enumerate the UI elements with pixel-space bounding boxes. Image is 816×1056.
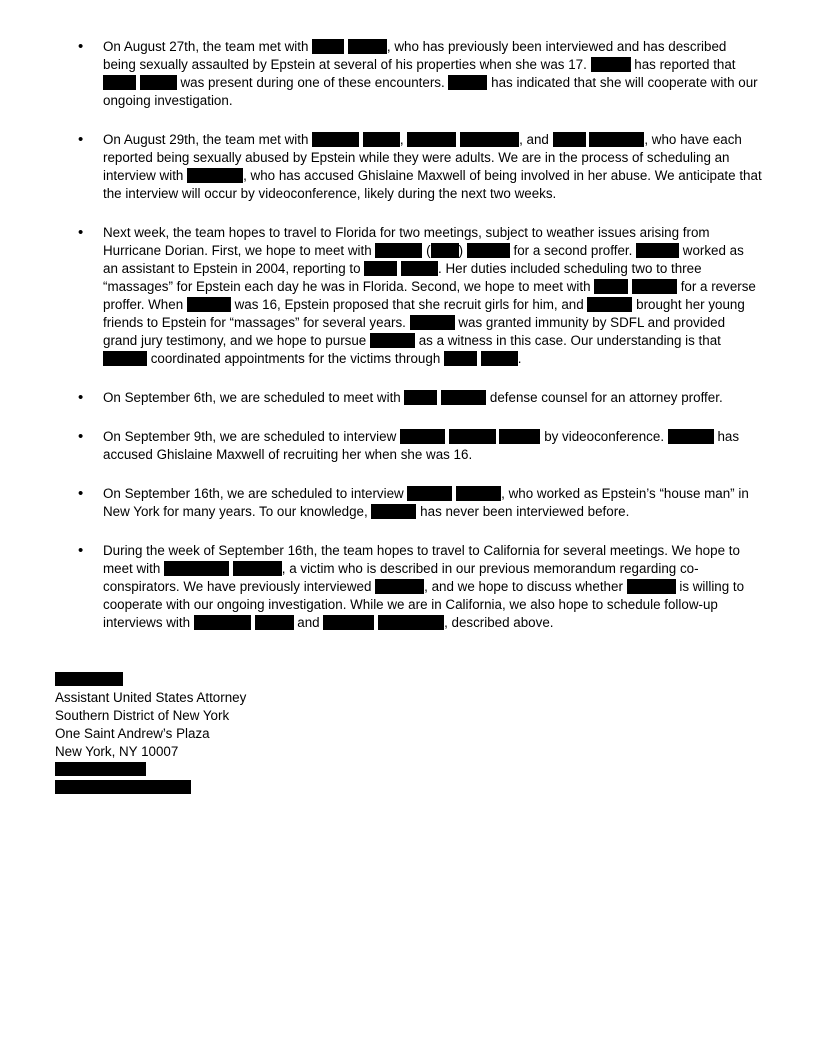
redaction-box xyxy=(312,132,359,147)
redaction-box xyxy=(55,672,123,686)
text-segment: as a witness in this case. Our understanding is that xyxy=(414,333,721,348)
text-segment: . xyxy=(517,351,522,366)
text-segment: has accused Ghislaine Maxwell of recruiting her when she was 16. xyxy=(103,429,740,462)
redaction-box xyxy=(103,75,136,90)
redaction-box xyxy=(348,39,387,54)
redaction-box xyxy=(410,315,455,330)
redaction-box xyxy=(187,168,243,183)
redaction-box xyxy=(499,429,540,444)
bullet-item xyxy=(78,38,762,110)
redaction-box xyxy=(460,132,519,147)
redaction-box xyxy=(404,390,437,405)
text-segment: ) xyxy=(458,243,467,258)
text-segment: , who have each reported being sexually abused by Epstein while they were adults. We are in the process of scheduling an interview with xyxy=(103,132,742,183)
text-segment: , who worked as Epstein’s “house man” in New York for many years. To our knowledge, xyxy=(103,486,749,519)
redaction-box xyxy=(400,429,445,444)
text-segment: by videoconference. xyxy=(540,429,668,444)
bullet-list xyxy=(78,38,762,653)
text-segment: On August 29th, the team met with xyxy=(103,132,313,147)
text-segment: Southern District of New York xyxy=(55,708,230,723)
redaction-box xyxy=(589,132,644,147)
bullet-item xyxy=(78,389,762,407)
text-segment: was granted immunity by SDFL and provided grand jury testimony, and we hope to pursue xyxy=(103,315,726,348)
redaction-box xyxy=(587,297,632,312)
redaction-box xyxy=(456,486,501,501)
redaction-box xyxy=(364,261,397,276)
redaction-box xyxy=(632,279,677,294)
redaction-box xyxy=(323,615,374,630)
bullet-item xyxy=(78,542,762,632)
redaction-box xyxy=(255,615,294,630)
redaction-box xyxy=(594,279,628,294)
text-segment: New York, NY 10007 xyxy=(55,744,179,759)
redaction-box xyxy=(449,429,496,444)
text-segment: defense counsel for an attorney proffer. xyxy=(486,390,723,405)
text-segment: Next week, the team hopes to travel to Florida for two meetings, subject to weather issues arising from Hurricane Dorian. First, we hope to meet with xyxy=(103,225,710,258)
redaction-box xyxy=(55,780,191,794)
redaction-box xyxy=(627,579,676,594)
text-segment: During the week of September 16th, the team hopes to travel to California for several meetings. We hope to meet with xyxy=(103,543,740,576)
signature-line xyxy=(55,689,455,707)
redaction-box xyxy=(103,351,147,366)
redaction-box xyxy=(164,561,229,576)
text-segment: for a second proffer. xyxy=(509,243,637,258)
text-segment: Assistant United States Attorney xyxy=(55,690,247,705)
text-segment: for a reverse proffer. When xyxy=(103,279,756,312)
text-segment: , and xyxy=(519,132,553,147)
text-segment: has indicated that she will cooperate with our ongoing investigation. xyxy=(103,75,758,108)
text-segment: ( xyxy=(422,243,431,258)
text-segment: has reported that xyxy=(630,57,736,72)
signature-block xyxy=(55,671,455,797)
redaction-box xyxy=(194,615,251,630)
bullet-item xyxy=(78,131,762,203)
redaction-box xyxy=(370,333,415,348)
signature-line xyxy=(55,761,455,779)
redaction-box xyxy=(375,579,424,594)
text-segment: On September 9th, we are scheduled to interview xyxy=(103,429,400,444)
redaction-box xyxy=(407,486,452,501)
text-segment: worked as an assistant to Epstein in 2004, reporting to xyxy=(103,243,744,276)
text-segment: is willing to cooperate with our ongoing investigation. While we are in California, we also hope to schedule follow-up interviews with xyxy=(103,579,745,630)
redaction-box xyxy=(668,429,714,444)
redaction-box xyxy=(378,615,444,630)
redaction-box xyxy=(407,132,456,147)
text-segment: , xyxy=(399,132,408,147)
bullet-item xyxy=(78,428,762,464)
bullet-item xyxy=(78,224,762,368)
text-segment: , and we hope to discuss whether xyxy=(424,579,627,594)
redaction-box xyxy=(140,75,177,90)
redaction-box xyxy=(553,132,586,147)
text-segment: brought her young friends to Epstein for “massages” for several years. xyxy=(103,297,745,330)
text-segment: On September 6th, we are scheduled to meet with xyxy=(103,390,405,405)
redaction-box xyxy=(371,504,416,519)
redaction-box xyxy=(441,390,486,405)
text-segment: On September 16th, we are scheduled to interview xyxy=(103,486,408,501)
redaction-box xyxy=(467,243,510,258)
text-segment: , who has previously been interviewed and has described being sexually assaulted by Epstein at several of his properties when she was 17. xyxy=(103,39,727,72)
text-segment: . Her duties included scheduling two to three “massages” for Epstein each day he was in Florida. Second, we hope to meet with xyxy=(103,261,702,294)
redaction-box xyxy=(312,39,344,54)
redaction-box xyxy=(636,243,679,258)
text-segment: , described above. xyxy=(444,615,554,630)
signature-line xyxy=(55,671,455,689)
signature-line xyxy=(55,707,455,725)
text-segment: and xyxy=(293,615,324,630)
text-segment: has never been interviewed before. xyxy=(416,504,630,519)
redaction-box xyxy=(401,261,438,276)
signature-line xyxy=(55,743,455,761)
redaction-box xyxy=(591,57,631,72)
redaction-box xyxy=(55,762,146,776)
text-segment: On August 27th, the team met with xyxy=(103,39,313,54)
text-segment: , a victim who is described in our previous memorandum regarding co-conspirators. We have previously interviewed xyxy=(103,561,699,594)
signature-line xyxy=(55,779,455,797)
redaction-box xyxy=(481,351,518,366)
redaction-box xyxy=(375,243,422,258)
text-segment: was 16, Epstein proposed that she recruit girls for him, and xyxy=(230,297,588,312)
text-segment: , who has accused Ghislaine Maxwell of being involved in her abuse. We anticipate that the interview will occur by videoconference, likely during the next two weeks. xyxy=(103,168,762,201)
redaction-box xyxy=(233,561,282,576)
text-segment: coordinated appointments for the victims through xyxy=(147,351,444,366)
redaction-box xyxy=(448,75,487,90)
redaction-box xyxy=(444,351,477,366)
text-segment: was present during one of these encounters. xyxy=(176,75,449,90)
bullet-item xyxy=(78,485,762,521)
text-segment: One Saint Andrew’s Plaza xyxy=(55,726,210,741)
redaction-box xyxy=(187,297,231,312)
signature-line xyxy=(55,725,455,743)
redaction-box xyxy=(431,243,459,258)
redaction-box xyxy=(363,132,400,147)
